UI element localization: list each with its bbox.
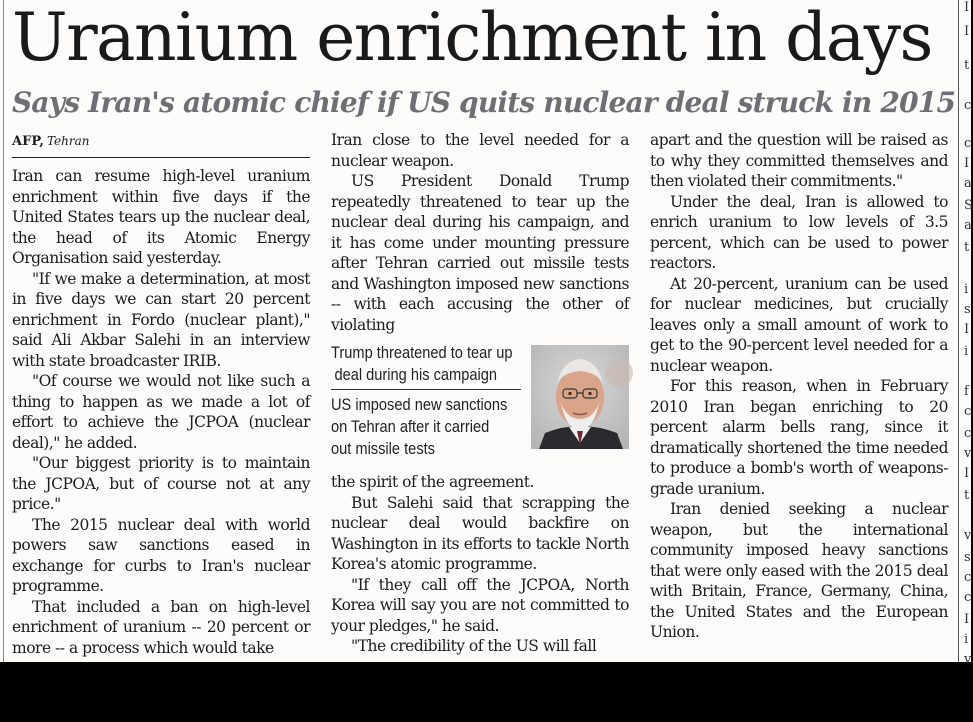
adjacent-letter: c — [964, 570, 972, 585]
headline: Uranium enrichment in days — [12, 0, 932, 76]
adjacent-letter: s — [964, 302, 971, 317]
adjacent-letter: a — [964, 176, 972, 191]
adjacent-article-edge — [962, 0, 973, 667]
adjacent-letter: I — [964, 0, 970, 15]
adjacent-letter: s — [964, 550, 971, 565]
paragraph: "The credibility of the US will fall — [351, 637, 597, 655]
adjacent-letter: i — [964, 344, 969, 359]
paragraph: US President Donald Trump repeatedly threatened to tear up the nuclear deal during his campaign, and it has come under mounting pressure after Tehran carried out missile tests and Washington imposed new sanctions -- with each accusing the other of violating — [331, 172, 629, 334]
paragraph: For this reason, when in February 2010 Iran began enriching to 20 percent alarm bells rang, since it dramatically shortened the time needed to produce a bomb's worth of weapons-grade uranium. — [650, 377, 948, 498]
adjacent-letter: c — [964, 590, 972, 605]
pull-quote-line: deal during his campaign — [334, 365, 497, 384]
paragraph: At 20-percent, uranium can be used for nuclear medicines, but crucially leaves only a small amount of work to get to the 90-percent level needed for a nuclear weapon. — [650, 274, 948, 375]
paragraph: But Salehi said that scrapping the nuclear deal would backfire on Washington in its efforts to tackle North Korea's atomic programme. — [331, 493, 629, 573]
subheadline: Says Iran's atomic chief if US quits nuclear deal struck in 2015 — [12, 86, 956, 119]
adjacent-letter: i — [964, 282, 969, 297]
left-column-rule — [3, 0, 4, 662]
paragraph: "Of course we would not like such a thing to happen as we made a lot of effort to achieve the JCPOA (nuclear deal)," he added. — [12, 372, 310, 452]
paragraph: That included a ban on high-level enrichment of uranium -- 20 percent or more -- a process which would take — [12, 597, 310, 657]
article-column-1 — [12, 166, 310, 658]
pull-quote-1 — [331, 342, 513, 386]
adjacent-letter: I — [964, 156, 970, 171]
pull-quote-line: out missile tests — [331, 439, 436, 458]
adjacent-letter: t — [964, 488, 970, 503]
article-column-2-top — [331, 130, 629, 335]
adjacent-letter: I — [964, 612, 970, 627]
adjacent-letter: v — [964, 652, 972, 667]
paragraph: the spirit of the agreement. — [331, 473, 534, 491]
pull-quote-2 — [331, 394, 508, 460]
adjacent-letter: v — [964, 528, 972, 543]
right-column-rule — [958, 0, 959, 662]
portrait-photo — [531, 345, 629, 449]
paragraph: apart and the question will be raised as to why they committed themselves and then violated their commitments." — [650, 131, 948, 190]
adjacent-letter: I — [964, 24, 970, 39]
pull-quote-line: on Tehran after it carried — [331, 417, 490, 436]
article-column-3 — [650, 130, 948, 643]
byline-agency: AFP, — [12, 134, 44, 149]
article-column-2-bottom — [331, 472, 629, 657]
byline-rule — [12, 157, 310, 158]
paragraph: Under the deal, Iran is allowed to enrich uranium to low levels of 3.5 percent, which can be used to power reactors. — [650, 192, 948, 272]
adjacent-letter: v — [964, 446, 972, 461]
adjacent-letter: c — [964, 136, 972, 151]
paragraph: "If they call off the JCPOA, North Korea will say you are not committed to your pledges," he said. — [331, 575, 629, 635]
adjacent-letter: f — [964, 384, 969, 399]
paragraph: Iran can resume high-level uranium enrichment within five days if the United States tears up the nuclear deal, the head of its Atomic Energy Organisation said yesterday. — [12, 167, 310, 267]
adjacent-letter: t — [964, 58, 970, 73]
pull-quote-line: US imposed new sanctions — [331, 395, 508, 414]
paragraph: "If we make a determination, at most in five days we can start 20 percent enrichment in Fordo (nuclear plant)," said Ali Akbar Salehi in an interview with state broadcaster IRIB. — [12, 269, 310, 370]
adjacent-letter: S — [964, 198, 973, 213]
byline-location: Tehran — [46, 134, 90, 148]
pull-quote-divider — [331, 389, 521, 390]
adjacent-letter: i — [964, 632, 969, 647]
adjacent-letter: t — [964, 240, 970, 255]
adjacent-letter: a — [964, 218, 972, 233]
paragraph: Iran denied seeking a nuclear weapon, but the international community imposed heavy sanctions that were only eased with the 2015 deal with Britain, France, Germany, China, the United States and the European Union. — [650, 500, 948, 641]
pull-quote-line: Trump threatened to tear up — [331, 343, 513, 362]
adjacent-letter: c — [964, 404, 972, 419]
paragraph: "Our biggest priority is to maintain the JCPOA, but of course not at any price." — [12, 454, 310, 513]
adjacent-letter: c — [964, 426, 972, 441]
adjacent-letter: I — [964, 466, 970, 481]
paragraph: The 2015 nuclear deal with world powers saw sanctions eased in exchange for curbs to Iran's nuclear programme. — [12, 515, 310, 595]
adjacent-letter: I — [964, 322, 970, 337]
adjacent-letter: c — [964, 98, 972, 113]
byline — [12, 133, 310, 149]
paragraph: Iran close to the level needed for a nuclear weapon. — [331, 131, 629, 170]
